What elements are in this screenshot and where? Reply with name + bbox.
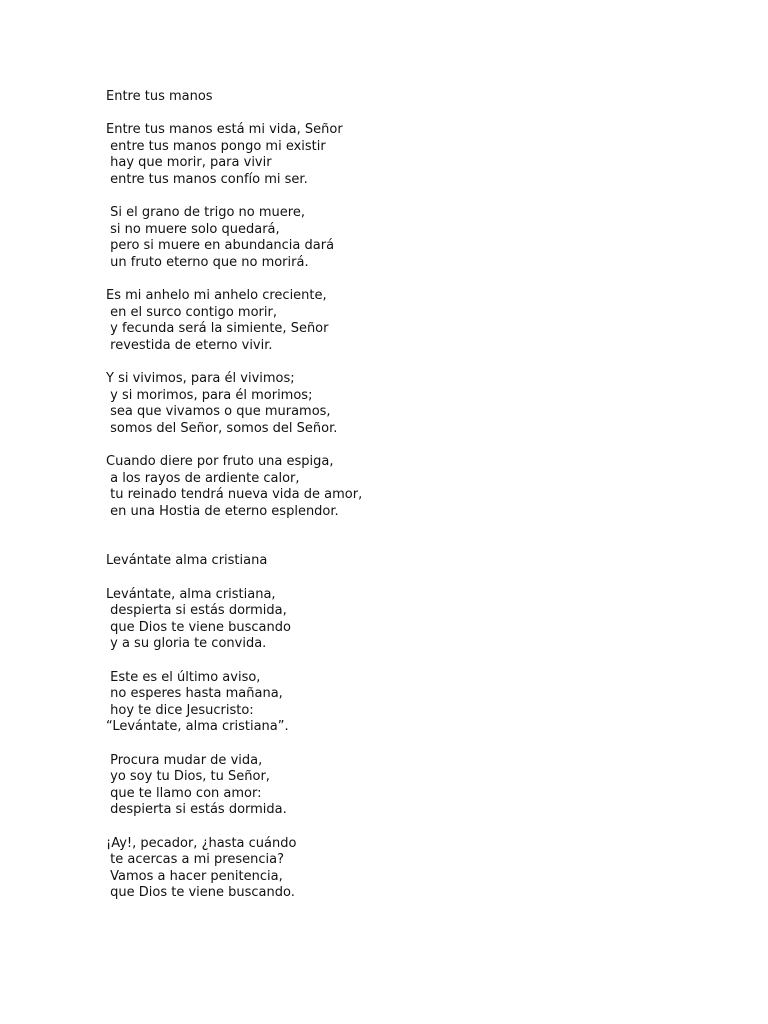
stanza (106, 454, 726, 520)
verse-line: ¡Ay!, pecador, ¿hasta cuándo (106, 835, 297, 851)
poem-entre-tus-manos (106, 89, 726, 520)
verse-line: Entre tus manos está mi vida, Señor (106, 122, 343, 138)
stanza (106, 670, 726, 736)
verse-line: Es mi anhelo mi anhelo creciente, (106, 288, 327, 304)
poem-levantate-alma-cristiana (106, 553, 726, 901)
verse-line: entre tus manos confío mi ser. (106, 171, 308, 187)
verse-line: “Levántate, alma cristiana”. (106, 719, 289, 735)
stanza (106, 371, 726, 437)
stanza (106, 288, 726, 354)
stanza (106, 753, 726, 819)
verse-line: que Dios te viene buscando (106, 619, 291, 635)
verse-line: sea que vivamos o que muramos, (106, 404, 331, 420)
verse-line: revestida de eterno vivir. (106, 337, 273, 353)
verse-line: hay que morir, para vivir (106, 155, 272, 171)
verse-line: que Dios te viene buscando. (106, 885, 295, 901)
verse-line: despierta si estás dormida, (106, 603, 287, 619)
stanza (106, 122, 726, 188)
verse-line: entre tus manos pongo mi existir (106, 138, 326, 154)
verse-line: Vamos a hacer penitencia, (106, 868, 283, 884)
stanza (106, 205, 726, 271)
verse-line: Levántate, alma cristiana, (106, 586, 276, 602)
verse-line: tu reinado tendrá nueva vida de amor, (106, 487, 363, 503)
verse-line: Este es el último aviso, (106, 669, 261, 685)
verse-line: que te llamo con amor: (106, 785, 262, 801)
verse-line: a los rayos de ardiente calor, (106, 470, 300, 486)
verse-line: en el surco contigo morir, (106, 304, 277, 320)
verse-line: Y si vivimos, para él vivimos; (106, 371, 295, 387)
poem-title: Entre tus manos (106, 89, 213, 104)
verse-line: pero si muere en abundancia dará (106, 238, 335, 254)
verse-line: y fecunda será la simiente, Señor (106, 321, 329, 337)
stanza (106, 587, 726, 653)
verse-line: Cuando diere por fruto una espiga, (106, 454, 334, 470)
verse-line: si no muere solo quedará, (106, 221, 280, 237)
verse-line: somos del Señor, somos del Señor. (106, 420, 338, 436)
document-page (106, 89, 726, 902)
verse-line: despierta si estás dormida. (106, 802, 287, 818)
verse-line: un fruto eterno que no morirá. (106, 254, 309, 270)
verse-line: y si morimos, para él morimos; (106, 387, 313, 403)
verse-line: y a su gloria te convida. (106, 636, 267, 652)
verse-line: hoy te dice Jesucristo: (106, 702, 254, 718)
verse-line: Si el grano de trigo no muere, (106, 205, 305, 221)
verse-line: te acercas a mi presencia? (106, 852, 285, 868)
verse-line: no esperes hasta mañana, (106, 686, 283, 702)
poem-title: Levántate alma cristiana (106, 553, 268, 569)
verse-line: yo soy tu Dios, tu Señor, (106, 769, 270, 785)
stanza (106, 836, 726, 902)
verse-line: en una Hostia de eterno esplendor. (106, 503, 339, 519)
verse-line: Procura mudar de vida, (106, 752, 263, 768)
